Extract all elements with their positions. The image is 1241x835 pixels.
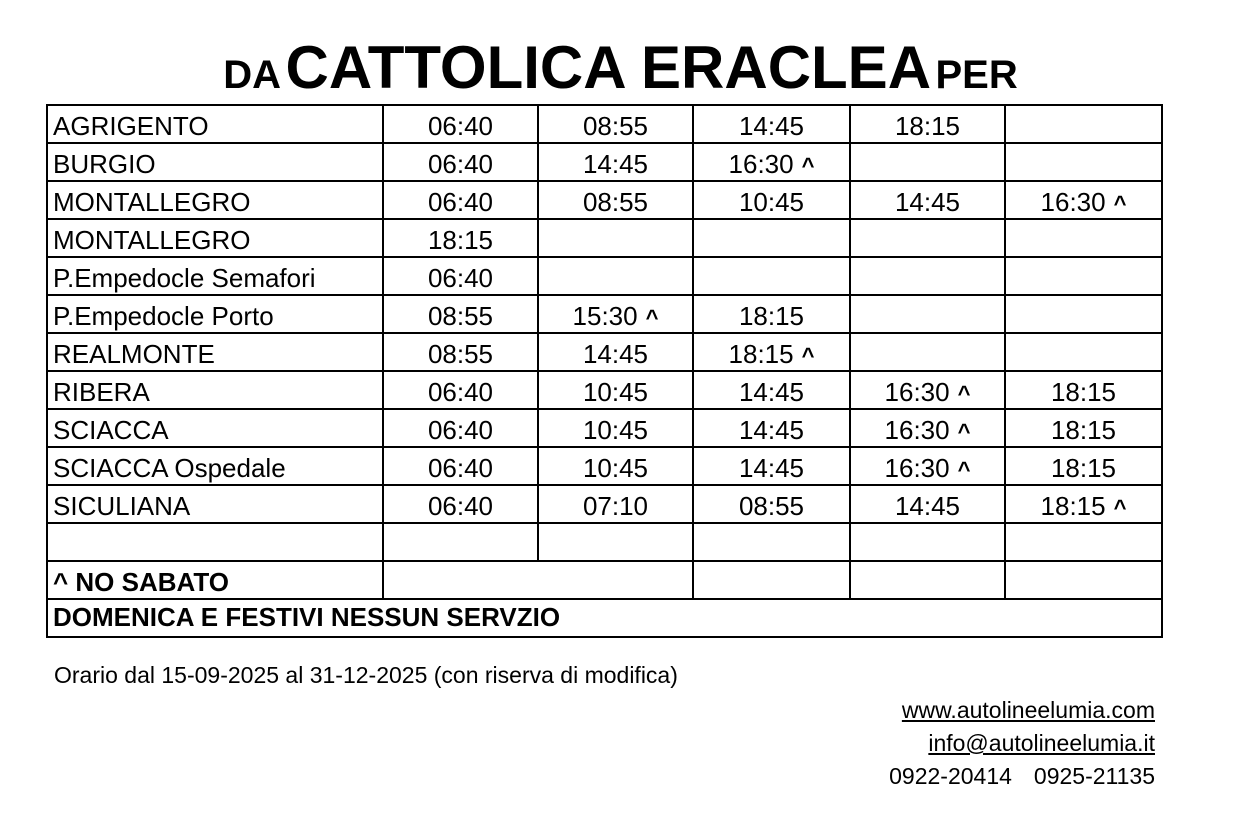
departure-time: 18:15 <box>738 300 805 331</box>
legend-row <box>47 561 1162 599</box>
departure-time-cell <box>383 105 538 143</box>
title-prefix: DA <box>223 53 282 97</box>
departure-time: 14:45 <box>738 452 805 483</box>
departure-time: 08:55 <box>427 300 494 331</box>
phone-number: 0922-20414 <box>889 763 1012 789</box>
empty-cell <box>1005 143 1162 181</box>
empty-cell <box>850 561 1005 599</box>
departure-time: 16:30 <box>884 376 950 407</box>
empty-cell <box>538 219 693 257</box>
phone-number: 0925-21135 <box>1033 763 1155 789</box>
departure-time-cell <box>538 409 693 447</box>
departure-time-cell <box>538 485 693 523</box>
departure-time-cell <box>538 447 693 485</box>
contacts <box>889 694 1155 793</box>
departure-time-cell <box>693 333 850 371</box>
empty-cell <box>47 523 383 561</box>
departure-time-cell <box>538 143 693 181</box>
departure-time-cell <box>538 295 693 333</box>
departure-time: 07:10 <box>582 490 649 521</box>
holiday-notice: DOMENICA E FESTIVI NESSUN SERVZIO <box>47 599 1162 637</box>
destination-cell: SICULIANA <box>47 485 383 523</box>
empty-cell <box>693 523 850 561</box>
departure-time-cell <box>693 371 850 409</box>
departure-time-cell <box>1005 181 1162 219</box>
website-link[interactable]: www.autolineelumia.com <box>901 697 1155 723</box>
departure-time-cell <box>383 295 538 333</box>
departure-time-cell <box>383 219 538 257</box>
departure-time: 10:45 <box>582 452 649 483</box>
empty-cell <box>850 143 1005 181</box>
timetable-footer <box>47 523 1162 637</box>
departure-time: 18:15 <box>427 224 494 255</box>
empty-cell <box>1005 295 1162 333</box>
departure-time: 06:40 <box>427 414 494 445</box>
no-saturday-mark: ^ <box>801 152 815 178</box>
table-row <box>47 523 1162 561</box>
empty-cell <box>693 219 850 257</box>
departure-time: 14:45 <box>894 490 961 521</box>
departure-time-cell <box>693 409 850 447</box>
departure-time: 06:40 <box>427 148 494 179</box>
no-saturday-mark: ^ <box>1113 190 1127 216</box>
legend-note: ^ NO SABATO <box>47 561 383 599</box>
departure-time-cell <box>538 181 693 219</box>
departure-time: 14:45 <box>894 186 961 217</box>
empty-cell <box>850 333 1005 371</box>
departure-time-cell <box>383 371 538 409</box>
departure-time-cell <box>693 295 850 333</box>
departure-time-cell <box>538 371 693 409</box>
title-suffix: PER <box>935 53 1018 97</box>
departure-time-cell <box>850 485 1005 523</box>
destination-cell: MONTALLEGRO <box>47 181 383 219</box>
departure-time-cell <box>383 333 538 371</box>
empty-cell <box>850 257 1005 295</box>
destination-cell: P.Empedocle Semafori <box>47 257 383 295</box>
destination-cell: AGRIGENTO <box>47 105 383 143</box>
departure-time-cell <box>383 143 538 181</box>
departure-time: 18:15 <box>1040 490 1106 521</box>
table-row <box>47 447 1162 485</box>
empty-cell <box>1005 333 1162 371</box>
empty-cell <box>538 257 693 295</box>
departure-time-cell <box>538 105 693 143</box>
table-row <box>47 105 1162 143</box>
validity-note: Orario dal 15-09-2025 al 31-12-2025 (con riserva di modifica) <box>54 662 678 688</box>
departure-time-cell <box>1005 447 1162 485</box>
departure-time: 16:30 <box>884 452 950 483</box>
destination-cell: BURGIO <box>47 143 383 181</box>
empty-cell <box>1005 219 1162 257</box>
departure-time-cell <box>538 333 693 371</box>
departure-time: 14:45 <box>738 110 805 141</box>
page-title <box>0 34 1241 101</box>
departure-time-cell <box>383 409 538 447</box>
departure-time: 08:55 <box>582 186 649 217</box>
empty-cell <box>1005 257 1162 295</box>
departure-time-cell <box>850 447 1005 485</box>
departure-time: 14:45 <box>582 148 649 179</box>
departure-time-cell <box>693 105 850 143</box>
departure-time: 06:40 <box>427 110 494 141</box>
table-row <box>47 485 1162 523</box>
empty-cell <box>693 257 850 295</box>
departure-time-cell <box>693 143 850 181</box>
departure-time-cell <box>383 447 538 485</box>
departure-time-cell <box>1005 371 1162 409</box>
departure-time-cell <box>850 409 1005 447</box>
empty-cell <box>1005 523 1162 561</box>
departure-time-cell <box>383 257 538 295</box>
empty-cell <box>850 295 1005 333</box>
table-row <box>47 409 1162 447</box>
timetable <box>46 104 1163 638</box>
title-place: CATTOLICA ERACLEA <box>285 34 932 101</box>
destination-cell: P.Empedocle Porto <box>47 295 383 333</box>
departure-time: 16:30 <box>728 148 794 179</box>
destination-cell: SCIACCA Ospedale <box>47 447 383 485</box>
table-row <box>47 371 1162 409</box>
departure-time: 18:15 <box>1050 376 1117 407</box>
no-saturday-mark: ^ <box>1113 494 1127 520</box>
departure-time: 06:40 <box>427 186 494 217</box>
empty-cell <box>383 561 693 599</box>
departure-time-cell <box>850 105 1005 143</box>
departure-time-cell <box>1005 485 1162 523</box>
empty-cell <box>1005 105 1162 143</box>
no-saturday-mark: ^ <box>957 380 971 406</box>
departure-time: 16:30 <box>884 414 950 445</box>
destination-cell: RIBERA <box>47 371 383 409</box>
departure-time: 18:15 <box>728 338 794 369</box>
table-row <box>47 143 1162 181</box>
empty-cell <box>1005 561 1162 599</box>
departure-time: 15:30 <box>572 300 638 331</box>
empty-cell <box>850 219 1005 257</box>
departure-time: 06:40 <box>427 376 494 407</box>
empty-cell <box>850 523 1005 561</box>
no-saturday-mark: ^ <box>645 304 659 330</box>
no-saturday-mark: ^ <box>957 418 971 444</box>
departure-time: 16:30 <box>1040 186 1106 217</box>
departure-time-cell <box>693 181 850 219</box>
empty-cell <box>383 523 538 561</box>
no-saturday-mark: ^ <box>957 456 971 482</box>
departure-time-cell <box>693 447 850 485</box>
table-row <box>47 219 1162 257</box>
departure-time: 08:55 <box>738 490 805 521</box>
departure-time-cell <box>693 485 850 523</box>
departure-time: 06:40 <box>427 490 494 521</box>
table-row <box>47 181 1162 219</box>
departure-time: 18:15 <box>1050 452 1117 483</box>
phone-numbers <box>889 760 1155 793</box>
departure-time-cell <box>850 371 1005 409</box>
destination-cell: MONTALLEGRO <box>47 219 383 257</box>
table-row <box>47 257 1162 295</box>
departure-time: 10:45 <box>738 186 805 217</box>
departure-time-cell <box>383 485 538 523</box>
table-row <box>47 295 1162 333</box>
empty-cell <box>538 523 693 561</box>
departure-time: 14:45 <box>738 414 805 445</box>
notice-row <box>47 599 1162 637</box>
departure-time: 08:55 <box>582 110 649 141</box>
departure-time-cell <box>1005 409 1162 447</box>
table-row <box>47 333 1162 371</box>
departure-time: 10:45 <box>582 414 649 445</box>
departure-time: 06:40 <box>427 452 494 483</box>
departure-time-cell <box>850 181 1005 219</box>
no-saturday-mark: ^ <box>801 342 815 368</box>
departure-time: 06:40 <box>427 262 494 293</box>
empty-cell <box>693 561 850 599</box>
departure-time: 18:15 <box>1050 414 1117 445</box>
departure-time: 18:15 <box>894 110 961 141</box>
timetable-body <box>47 105 1162 523</box>
destination-cell: SCIACCA <box>47 409 383 447</box>
email-link[interactable]: info@autolineelumia.it <box>928 730 1155 756</box>
departure-time: 10:45 <box>582 376 649 407</box>
departure-time: 14:45 <box>738 376 805 407</box>
destination-cell: REALMONTE <box>47 333 383 371</box>
departure-time: 08:55 <box>427 338 494 369</box>
departure-time-cell <box>383 181 538 219</box>
departure-time: 14:45 <box>582 338 649 369</box>
